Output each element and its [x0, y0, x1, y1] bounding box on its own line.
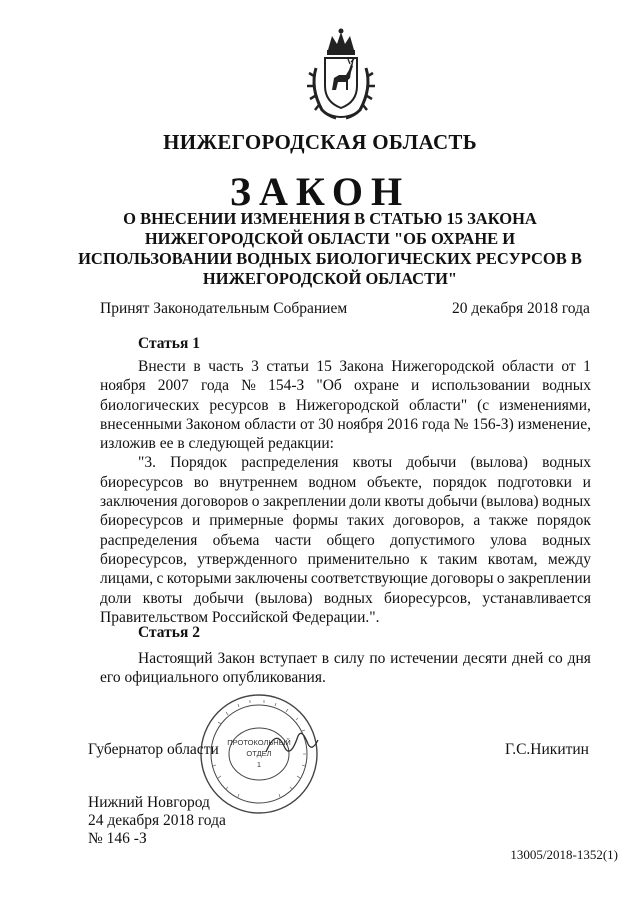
word: от [561, 358, 576, 375]
word: № [241, 377, 256, 395]
word: дня [567, 650, 591, 667]
word: дней [512, 650, 544, 667]
word: вступает [259, 650, 317, 667]
word: охране [353, 377, 399, 395]
signing-city: Нижний Новгород [88, 794, 210, 811]
word: водных [542, 377, 591, 395]
word: 3 [251, 358, 259, 375]
word: 156-З) [472, 415, 514, 433]
word: заключены [234, 570, 308, 588]
text-line [100, 668, 591, 687]
word: биоресурсов, [384, 589, 471, 607]
word: года [421, 415, 450, 433]
word: биоресурсов [100, 473, 184, 491]
word: Законом [185, 415, 241, 433]
word: Закон [217, 650, 255, 667]
word: применительно [307, 550, 410, 568]
article-1-body [100, 357, 591, 627]
word: и [411, 377, 420, 395]
word: лицами, [100, 570, 154, 588]
word: области [244, 415, 297, 433]
word: о [251, 493, 260, 511]
text-line [100, 357, 591, 376]
handwritten-signature [262, 722, 322, 762]
word: соответствующие [310, 570, 428, 588]
word: Нижегородской [295, 396, 400, 414]
law-number: № 146 -З [88, 830, 147, 847]
adopted-by: Принят Законодательным Собранием [100, 300, 348, 317]
word: изменениями, [499, 396, 591, 414]
text-line [100, 569, 591, 588]
word: между [547, 550, 591, 568]
word: водных [542, 531, 591, 549]
word: подготовки [497, 473, 572, 491]
word: 1 [583, 358, 591, 375]
word: (вылова) [254, 589, 313, 607]
word: также [489, 512, 528, 530]
word: 15 [316, 358, 332, 375]
word: о [496, 570, 505, 588]
word: таким [437, 550, 478, 568]
law-title [60, 209, 600, 289]
word: статьи [266, 358, 309, 375]
word: доли [100, 589, 132, 607]
word: истечении [390, 650, 459, 667]
text-line [100, 453, 591, 472]
word: № [453, 415, 469, 433]
word: биологических [100, 396, 200, 414]
word: квоты [384, 493, 424, 511]
word: "3. [138, 454, 156, 472]
text-line-content: изложив ее в следующей редакции: [100, 435, 334, 453]
word: доли [349, 493, 381, 511]
word: в [321, 650, 330, 667]
text-line [100, 434, 591, 453]
word: ноября [337, 415, 384, 433]
word: водном [308, 473, 357, 491]
word: (с [477, 396, 490, 414]
word: добычи [427, 493, 478, 511]
word: квоты [142, 589, 183, 607]
word: Закона [339, 358, 384, 375]
word: 2016 [387, 415, 419, 433]
word: добычи [193, 589, 244, 607]
law-title-line: НИЖЕГОРОДСКОЙ ОБЛАСТИ" [202, 269, 458, 288]
word: и [192, 512, 201, 530]
word: использовании [431, 377, 530, 395]
word: 154-З [268, 377, 305, 395]
word: биоресурсов, [100, 550, 187, 568]
law-title-line: О ВНЕСЕНИИ ИЗМЕНЕНИЯ В СТАТЬЮ 15 ЗАКОНА [123, 209, 537, 228]
word: таких [347, 512, 385, 530]
word: распределения [100, 531, 198, 549]
word: водных [542, 454, 591, 472]
word: внутреннем [219, 473, 298, 491]
word: "Об [316, 377, 342, 395]
word: договоров, [393, 512, 465, 530]
word: области" [409, 396, 468, 414]
word: договоров [181, 493, 249, 511]
word: внесенными [100, 415, 182, 433]
word: водных [542, 493, 591, 511]
word: которыми [166, 570, 232, 588]
word: области [501, 358, 554, 375]
word: по [369, 650, 386, 667]
word: устанавливается [482, 589, 591, 607]
stamp-line: ОТДЕЛ [246, 749, 272, 758]
word: Настоящий [138, 650, 213, 667]
word: в [193, 358, 201, 375]
word: примерные [209, 512, 284, 530]
word: добычи [406, 454, 457, 472]
stamp-line: ПРОТОКОЛЬНЫЙ [227, 738, 291, 747]
word: объема [212, 531, 260, 549]
word: Внести [138, 358, 186, 375]
word: ресурсов [209, 396, 269, 414]
word: квотам, [487, 550, 538, 568]
word: заключения [100, 493, 178, 511]
word: (вылова) [470, 454, 528, 472]
text-line [100, 376, 591, 395]
text-line [100, 396, 591, 415]
word: а [473, 512, 481, 530]
word: водных [323, 589, 373, 607]
word: общего [326, 531, 375, 549]
text-line [100, 415, 591, 434]
word: 2007 [157, 377, 189, 395]
signature-position: Губернатор области [88, 741, 219, 758]
word: (вылова) [481, 493, 539, 511]
text-line [100, 511, 591, 530]
word: квоты [352, 454, 393, 472]
word: часть [208, 358, 244, 375]
text-line [100, 492, 591, 511]
law-title-line: ИСПОЛЬЗОВАНИИ ВОДНЫХ БИОЛОГИЧЕСКИХ РЕСУРСОВ В [78, 249, 582, 268]
word: улова [490, 531, 527, 549]
coat-of-arms-emblem [306, 28, 376, 120]
word: биоресурсов [100, 512, 184, 530]
signature-name: Г.С.Никитин [505, 741, 589, 758]
word: Порядок [170, 454, 228, 472]
word: к [420, 550, 428, 568]
word: допустимого [390, 531, 475, 549]
adoption-date: 20 декабря 2018 года [452, 300, 590, 317]
text-line [100, 531, 591, 550]
text-line [100, 589, 591, 608]
text-line [100, 649, 591, 668]
stamp-line: 1 [256, 760, 262, 769]
article-1-heading: Статья 1 [138, 335, 200, 352]
word: в [278, 396, 286, 414]
word: утвержденного [197, 550, 298, 568]
text-line-content: Правительством Российской Федерации.". [100, 608, 380, 626]
word: распределения [241, 454, 339, 472]
text-line-content: его официального опубликования. [100, 669, 326, 687]
word: силу [333, 650, 365, 667]
word: изменение, [517, 415, 591, 433]
text-line [100, 473, 591, 492]
word: объекте, [367, 473, 422, 491]
word: Нижегородской [391, 358, 495, 375]
article-2-body [100, 649, 591, 688]
word: 30 [318, 415, 334, 433]
word: порядок [432, 473, 487, 491]
law-title-line: НИЖЕГОРОДСКОЙ ОБЛАСТИ "ОБ ОХРАНЕ И [144, 229, 516, 248]
word: порядок [536, 512, 591, 530]
signing-date: 24 декабря 2018 года [88, 812, 226, 829]
word: ноября [100, 377, 146, 395]
registration-number: 13005/2018-1352(1) [510, 847, 618, 862]
text-line [100, 550, 591, 569]
word: формы [292, 512, 339, 530]
word: закреплении [507, 570, 591, 588]
word: договоры [431, 570, 494, 588]
word: года [200, 377, 229, 395]
word: с [156, 570, 164, 588]
word: и [582, 473, 591, 491]
word: закреплении [263, 493, 347, 511]
document-type: ЗАКОН [229, 169, 411, 214]
article-2-heading: Статья 2 [138, 624, 200, 641]
word: от [300, 415, 315, 433]
word: части [274, 531, 312, 549]
region-name: НИЖЕГОРОДСКАЯ ОБЛАСТЬ [163, 130, 477, 154]
word: десяти [462, 650, 508, 667]
word: со [548, 650, 563, 667]
word: во [193, 473, 209, 491]
